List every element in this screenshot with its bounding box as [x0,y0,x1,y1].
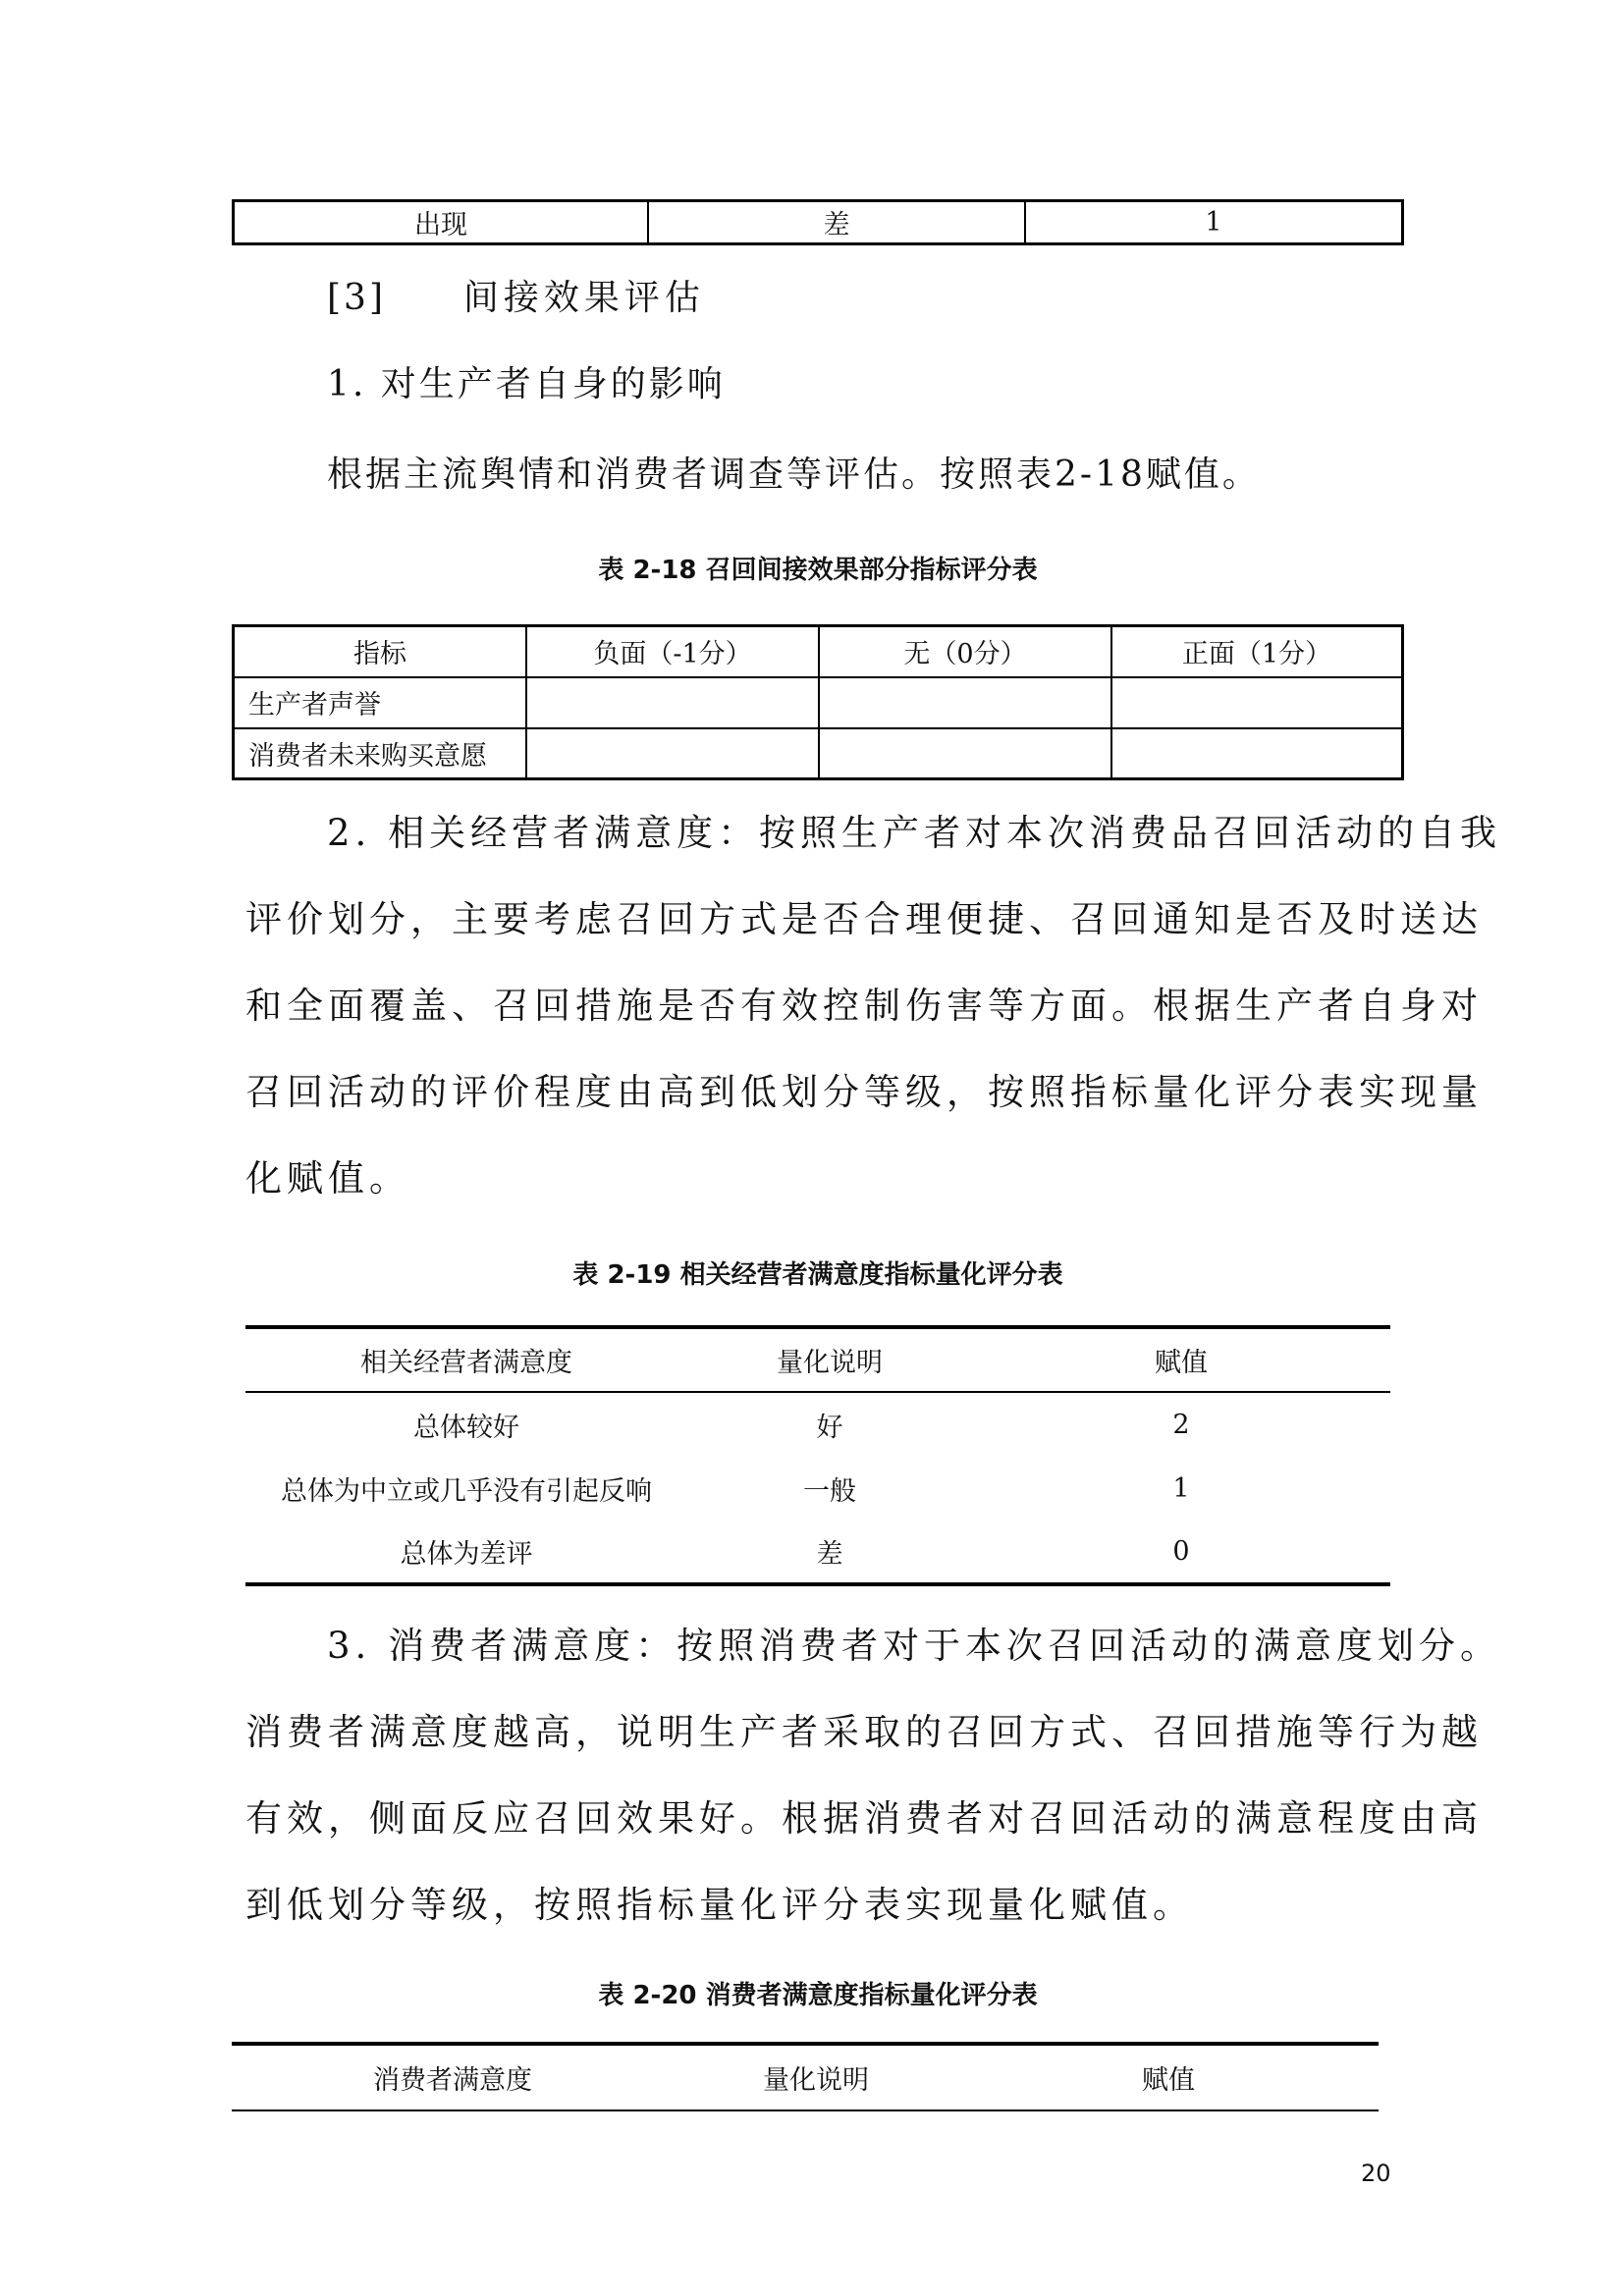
table-2-19-cell: 好 [816,1413,843,1443]
table-2-20-header: 量化说明 [763,2065,869,2096]
table-row [245,1520,1390,1584]
table-2-19-cell: 一般 [803,1475,856,1507]
top-table [232,199,1404,245]
item3-line: 有效，侧面反应召回效果好。根据消费者对召回活动的满意程度由高 [245,1797,1483,1840]
section-number: [3] [327,278,386,318]
table-2-18-header: 指标 [234,626,527,677]
table-row [234,728,1403,779]
item2-line: 评价划分，主要考虑召回方式是否合理便捷、召回通知是否及时送达 [245,898,1483,940]
table-2-20-header: 赋值 [1142,2065,1195,2096]
table-2-19-cell: 1 [1172,1472,1190,1504]
table-2-19-cell: 总体为差评 [400,1538,533,1570]
table-2-19-header: 相关经营者满意度 [360,1348,572,1378]
item3-line: 到低划分等级，按照指标量化评分表实现量化赋值。 [245,1884,1194,1926]
item3-line: 3. 消费者满意度：按照消费者对于本次召回活动的满意度划分。 [327,1625,1502,1667]
table-2-19-cell: 差 [816,1538,843,1570]
table-2-18-cell: 生产者声誉 [234,677,527,728]
page-number: 20 [1361,2160,1391,2187]
table-row [245,1457,1390,1520]
top-table-cell: 出现 [234,201,649,244]
item1-text: 根据主流舆情和消费者调查等评估。按照表2-18赋值。 [327,454,1261,495]
table-2-18 [232,624,1404,780]
table-2-18-cell [526,728,819,779]
item2-line: 2. 相关经营者满意度：按照生产者对本次消费品召回活动的自我 [327,812,1502,854]
table-row [234,677,1403,728]
top-table-cell: 1 [1025,201,1403,244]
table-2-20 [232,2042,1379,2111]
item2-line: 召回活动的评价程度由高到低划分等级，按照指标量化评分表实现量 [245,1071,1483,1113]
table-2-19-cell: 0 [1172,1535,1190,1567]
table-2-19-header: 赋值 [1155,1348,1208,1378]
table-2-18-header: 正面（1分） [1111,626,1403,677]
top-table-cell: 差 [648,201,1025,244]
table-2-18-cell [526,677,819,728]
item1-heading: 1. 对生产者自身的影响 [327,364,726,404]
table-2-18-cell: 消费者未来购买意愿 [234,728,527,779]
table-2-19-header: 量化说明 [777,1348,883,1378]
table-row [245,1392,1390,1457]
item3-line: 消费者满意度越高，说明生产者采取的召回方式、召回措施等行为越 [245,1711,1483,1753]
table-2-18-cell [819,677,1111,728]
section-heading [327,270,705,320]
table-2-18-caption: 表 2-18 召回间接效果部分指标评分表 [598,556,1038,585]
table-2-19-cell: 2 [1172,1410,1190,1440]
table-2-18-cell [1111,728,1403,779]
table-2-19-cell: 总体为中立或几乎没有引起反响 [281,1475,652,1507]
item2-line: 和全面覆盖、召回措施是否有效控制伤害等方面。根据生产者自身对 [245,985,1483,1027]
item2-line: 化赋值。 [245,1157,410,1200]
table-2-20-header: 消费者满意度 [373,2065,532,2096]
table-2-19-cell: 总体较好 [413,1413,519,1443]
table-2-20-caption: 表 2-20 消费者满意度指标量化评分表 [598,1981,1038,2010]
table-2-18-cell [819,728,1111,779]
table-2-18-cell [1111,677,1403,728]
table-2-19-caption: 表 2-19 相关经营者满意度指标量化评分表 [572,1260,1063,1290]
table-2-19 [245,1325,1390,1586]
section-title: 间接效果评估 [462,278,705,318]
table-2-18-header: 无（0分） [819,626,1111,677]
table-2-18-header: 负面（-1分） [526,626,819,677]
